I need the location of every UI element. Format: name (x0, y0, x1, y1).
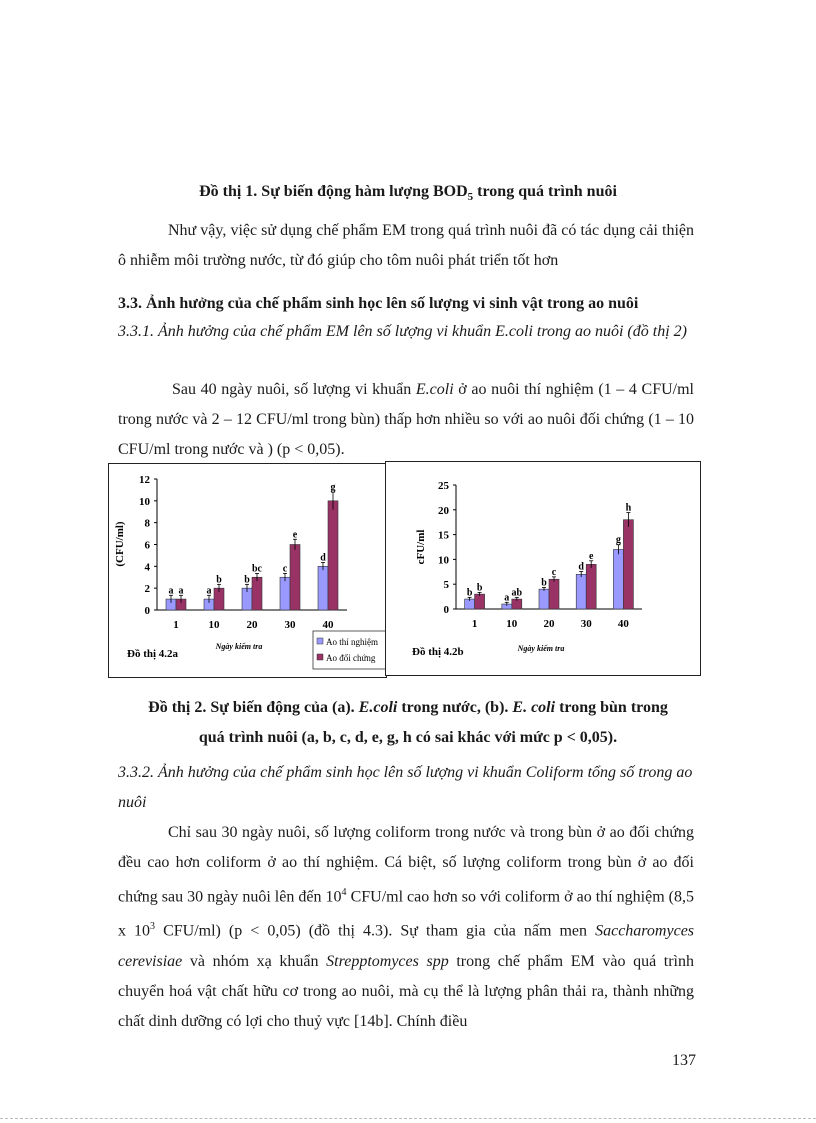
chart-a-legend-swatch (317, 654, 323, 660)
chart-b-y-tick-label: 10 (438, 554, 449, 567)
caption-1-subscript: 5 (467, 191, 474, 204)
chart-a-significance-label: bc (252, 563, 262, 575)
chart-b-x-tick-label: 10 (506, 618, 518, 630)
chart-a-significance-label: d (320, 552, 326, 564)
chart-b-significance-label: e (588, 550, 594, 562)
chart-a-significance-label: g (330, 482, 336, 494)
chart-b-bar-test (539, 589, 549, 609)
caption-2-ecoli-2: E. coli (512, 699, 556, 716)
paragraph-1 (118, 216, 694, 276)
chart-b-y-axis-label: cFU/ml (415, 529, 427, 565)
chart-a-y-tick-label: 6 (144, 539, 150, 552)
chart-a-significance-label: b (216, 574, 222, 586)
subsection-heading-1 (118, 318, 694, 345)
chart-a-y-tick-label: 10 (139, 495, 150, 508)
chart-b-y-tick-label: 15 (438, 529, 449, 542)
paragraph-3-part-b: CFU/ml cao hơn so với coliform ở ao thí nghiệm (8,5 x 10 (118, 888, 695, 940)
page-number-text: 137 (672, 1052, 696, 1069)
chart-4-2b-svg (386, 462, 700, 675)
chart-b-bar-test (576, 574, 586, 609)
chart-b-title: Đồ thị 4.2b (412, 646, 464, 658)
paragraph-3-strepptomyces: Strepptomyces spp (326, 952, 449, 970)
caption-2-part-e: trong bùn trong (555, 699, 668, 716)
chart-b-bar-control (475, 594, 485, 609)
chart-b-significance-label: b (466, 587, 473, 599)
paragraph-3-part-e: và nhóm xạ khuẩn (182, 952, 327, 970)
paragraph-3-saccharomyces: Saccharomyces cerevisiae (118, 922, 695, 970)
chart-b-significance-label: g (615, 534, 621, 546)
chart-a-legend-swatch (317, 638, 323, 644)
chart-a-x-tick-label: 30 (284, 619, 296, 631)
page-bottom-divider (0, 1118, 816, 1119)
chart-b-significance-label: b (541, 577, 547, 589)
subsection-2-text: 3.3.2. Ảnh hưởng của chế phẩm sinh học lên số lượng vi khuẩn Coliform tổng số trong ao nuôi (118, 764, 693, 811)
chart-a-x-tick-label: 1 (173, 619, 179, 631)
section-heading (118, 295, 718, 313)
chart-a-bar-control (252, 577, 262, 610)
paragraph-3-part-c: CFU/ml) (p < 0,05) (đồ thị 4.3). Sự tham gia của nấm men (155, 922, 596, 940)
caption-2-part-a: Đồ thị 2. Sự biến động của (a). (148, 699, 359, 716)
chart-a-bar-test (280, 577, 290, 610)
chart-a-significance-label: a (206, 585, 212, 597)
section-heading-text: 3.3. Ảnh hưởng của chế phẩm sinh học lên số lượng vi sinh vật trong ao nuôi (118, 295, 639, 312)
chart-b-y-tick-label: 5 (443, 579, 449, 592)
chart-b-bar-test (613, 549, 623, 609)
chart-a-y-tick-label: 4 (144, 561, 150, 574)
chart-b-significance-label: d (578, 561, 584, 573)
chart-a-bar-test (318, 566, 328, 610)
chart-a-x-axis-label: Ngày kiểm tra (215, 642, 263, 651)
chart-b-bar-control (623, 520, 633, 609)
paragraph-3-part-g: trong chế phẩm EM vào quá trình chuyển hoá vật chất hữu cơ trong ao nuôi, mà cụ thể là lượng phân thải ra, thành những chất dinh dưỡng có lợi cho thuỷ vực [14b]. Chính điều (118, 952, 695, 1030)
chart-4-2a-svg (109, 464, 386, 677)
paragraph-3-part-a: Chỉ sau 30 ngày nuôi, số lượng coliform trong nước và trong bùn ở ao đối chứng đều cao hơn coliform ở ao thí nghiệm. Cá biệt, số lượng coliform trong bùn ở ao đối chứng sau 30 ngày nuôi lên đến 10 (118, 824, 694, 906)
paragraph-3-sup-2: 3 (150, 921, 156, 933)
chart-b-bar-control (549, 579, 559, 609)
paragraph-3-sup-1: 4 (341, 887, 347, 898)
chart-a-y-tick-label: 2 (144, 583, 150, 596)
chart-b-bar-control (586, 564, 596, 609)
chart-a-significance-label: a (178, 585, 184, 597)
chart-a-y-tick-label: 0 (144, 605, 150, 617)
paragraph-2-part-a: Sau 40 ngày nuôi, số lượng vi khuẩn (172, 381, 416, 398)
chart-b-x-axis-label: Ngày kiểm tra (517, 644, 565, 653)
chart-b-significance-label: ab (511, 587, 523, 599)
chart-a-y-tick-label: 8 (144, 517, 150, 530)
chart-b-significance-label: h (625, 502, 632, 514)
chart-b-y-tick-label: 20 (438, 504, 449, 517)
page-number (640, 1052, 696, 1070)
paragraph-2-ecoli: E.coli (415, 381, 454, 398)
subsection-1-text: 3.3.1. Ảnh hưởng của chế phẩm EM lên số lượng vi khuẩn E.coli trong ao nuôi (đồ thị 2) (118, 323, 687, 340)
caption-1-tail: trong quá trình nuôi (473, 183, 617, 200)
figure-caption-2 (100, 693, 716, 753)
chart-a-x-tick-label: 40 (322, 619, 334, 631)
chart-a-significance-label: c (282, 563, 288, 575)
chart-a-x-tick-label: 10 (208, 619, 220, 631)
chart-a-title: Đồ thị 4.2a (127, 648, 179, 660)
chart-b-x-tick-label: 20 (543, 618, 555, 630)
chart-a-bar-control (290, 545, 300, 611)
caption-2-ecoli-1: E.coli (358, 699, 398, 716)
chart-b-significance-label: b (476, 582, 483, 594)
figure-caption-1 (60, 183, 756, 203)
chart-a-bar-control (328, 501, 338, 610)
paragraph-1-text: Như vậy, việc sử dụng chế phẩm EM trong quá trình nuôi đã có tác dụng cải thiện ô nhiễm môi trường nước, từ đó giúp cho tôm nuôi phát triển tốt hơn (118, 222, 694, 269)
paragraph-2 (118, 375, 694, 465)
chart-b-significance-label: a (504, 592, 510, 604)
caption-2-part-c: trong nước, (b). (397, 699, 513, 716)
chart-a-significance-label: e (292, 529, 298, 541)
caption-2-line-1 (100, 693, 716, 723)
paragraph-3 (118, 818, 694, 1037)
chart-a-legend (313, 631, 393, 669)
chart-a-y-axis-label: (CFU/ml) (114, 521, 126, 567)
chart-b-y-tick-label: 25 (438, 480, 449, 492)
caption-2-line-2 (100, 723, 716, 753)
chart-b-significance-label: c (551, 566, 557, 578)
chart-b-y-tick-label: 0 (443, 604, 449, 616)
chart-a-significance-label: b (244, 574, 250, 586)
paragraph-2-part-c: ở ao nuôi thí nghiệm (1 – 4 CFU/ml trong nước và 2 – 12 CFU/ml trong bùn) thấp hơn nhiều so với ao nuôi đối chứng (1 – 10 CFU/ml trong nước và ) (p < 0,05). (118, 381, 694, 458)
chart-a-significance-label: a (168, 585, 174, 597)
caption-2-part-f: quá trình nuôi (a, b, c, d, e, g, h có sai khác với mức p < 0,05). (198, 729, 618, 746)
chart-a-legend-item: Ao thí nghiệm (326, 637, 378, 647)
chart-4-2a (108, 463, 387, 678)
chart-b-x-tick-label: 40 (617, 618, 629, 630)
chart-a-legend-item: Ao đối chứng (326, 653, 376, 663)
caption-1-main: Đồ thị 1. Sự biến động hàm lượng BOD (199, 183, 468, 200)
chart-a-x-tick-label: 20 (246, 619, 258, 631)
chart-4-2b (385, 461, 701, 676)
chart-a-y-tick-label: 12 (139, 474, 150, 486)
chart-b-x-tick-label: 30 (580, 618, 592, 630)
chart-b-x-tick-label: 1 (471, 618, 478, 630)
subsection-heading-2 (118, 758, 698, 818)
